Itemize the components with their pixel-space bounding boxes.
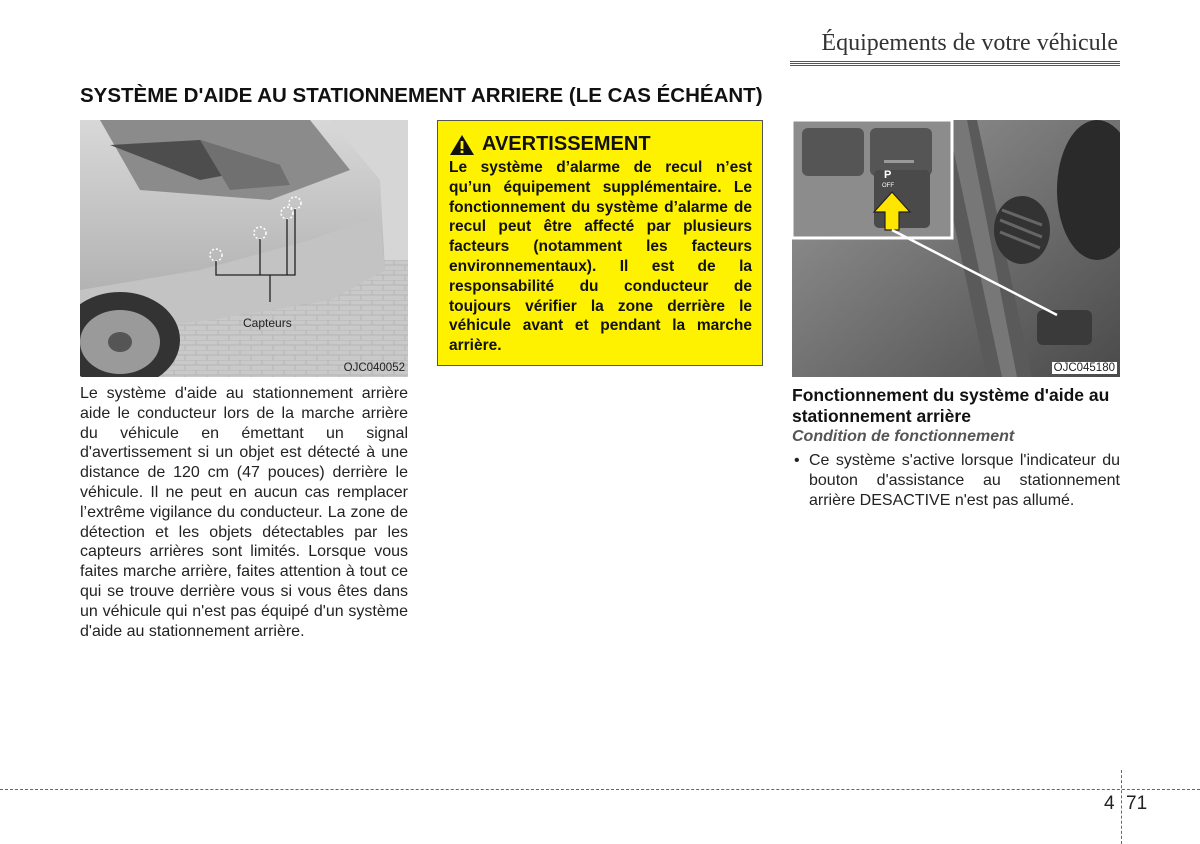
button-off-text: OFF bbox=[882, 183, 894, 189]
warning-triangle-icon bbox=[449, 134, 475, 156]
dashboard-button-illustration bbox=[792, 120, 1120, 377]
sensors-label: Capteurs bbox=[243, 316, 292, 330]
rear-car-illustration bbox=[80, 120, 408, 377]
header-rule bbox=[790, 61, 1120, 67]
warning-text: Le système d’alarme de recul n’est qu’un équipement supplémentaire. Le fonctionnement du système d’alarme de recul peut être affecté par plusieurs facteurs (notamment les facteurs environnementaux). Il est de la responsabilité du conducteur de toujours vérifier la zone derrière le véhicule avant et pendant la marche arrière. bbox=[449, 159, 752, 355]
chapter-number: 4 bbox=[1104, 793, 1115, 814]
section-title: SYSTÈME D'AIDE AU STATIONNEMENT ARRIERE (LE CAS ÉCHÉANT) bbox=[80, 84, 763, 107]
list-item bbox=[792, 451, 1120, 510]
warning-title: AVERTISSEMENT bbox=[482, 133, 651, 155]
figure-code: OJC045180 bbox=[1053, 362, 1115, 374]
condition-subheading: Condition de fonctionnement bbox=[792, 428, 1015, 445]
footer-divider bbox=[1121, 770, 1122, 844]
warning-header bbox=[449, 133, 752, 156]
parking-button-figure bbox=[792, 120, 1120, 377]
rear-sensors-figure bbox=[80, 120, 408, 377]
footer-rule bbox=[0, 789, 1200, 790]
button-p-text: P bbox=[884, 169, 892, 181]
warning-box bbox=[437, 120, 763, 366]
figure-code: OJC040052 bbox=[343, 362, 405, 374]
bullet-mark: • bbox=[794, 452, 800, 469]
list-item-text: Ce système s'active lorsque l'indicateur du bouton d'assistance au stationnement arrière DESACTIVE n'est pas allumé. bbox=[809, 452, 1120, 509]
chapter-title: Équipements de votre véhicule bbox=[821, 30, 1118, 56]
intro-paragraph: Le système d'aide au stationnement arrière aide le conducteur lors de la marche arrière du véhicule en émettant un signal d'avertissement si un objet est détecté à une distance de 120 cm (47 pouces) derrière le véhicule. Il ne peut en aucun cas remplacer l’extrême vigilance du conducteur. La zone de détection et les objets détectables par les capteurs arrières sont limités. Lorsque vous faites marche arrière, faites attention à tout ce qui se trouve derrière vous si vous êtes dans un véhicule qui n'est pas équipé d'un système d'aide au stationnement arrière. bbox=[80, 385, 408, 640]
condition-list bbox=[792, 451, 1120, 510]
page-number: 71 bbox=[1126, 793, 1148, 814]
operation-heading: Fonctionnement du système d'aide au stationnement arrière bbox=[792, 385, 1110, 426]
